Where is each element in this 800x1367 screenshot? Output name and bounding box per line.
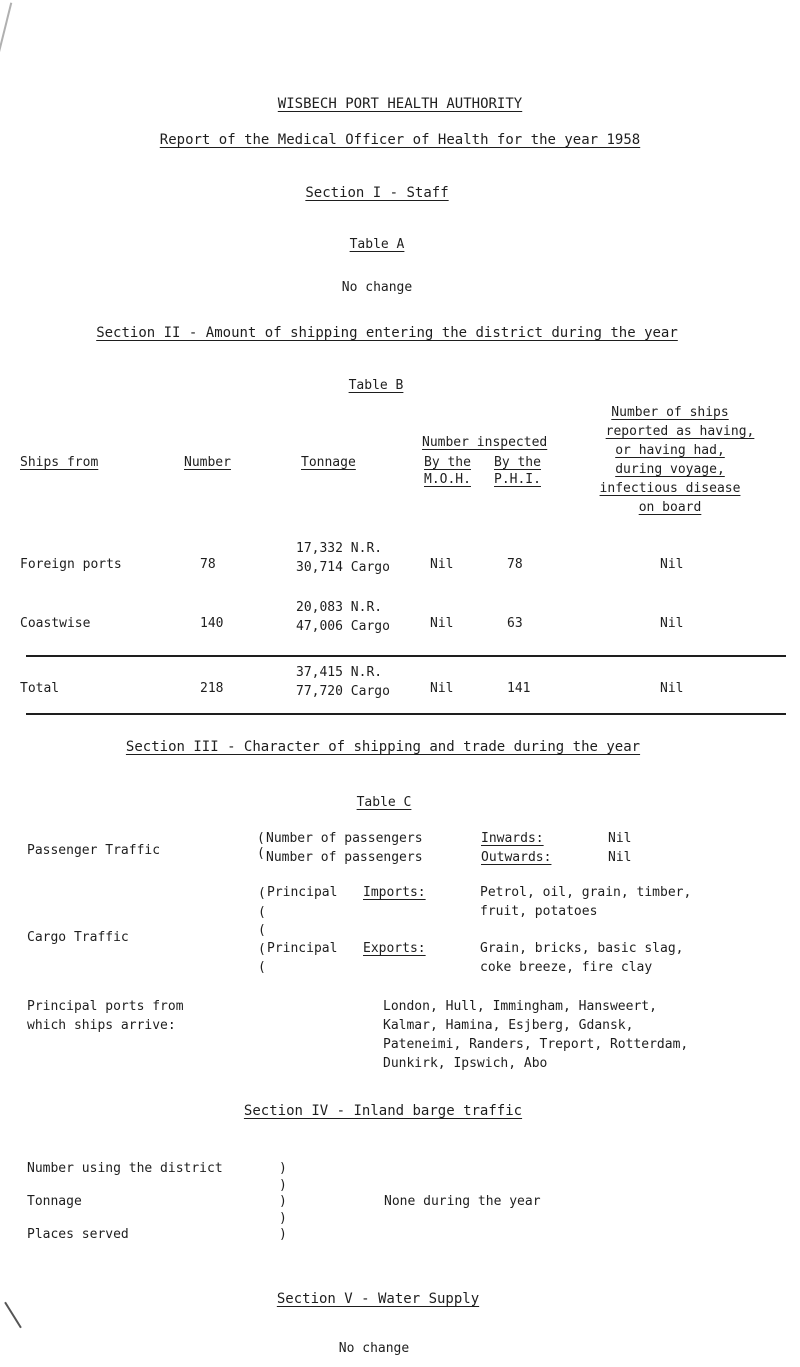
imports-line-1: Petrol, oil, grain, timber,: [480, 885, 692, 900]
imports-label-2: Imports:: [363, 885, 426, 900]
imports-label-1: Principal: [267, 885, 338, 900]
table-row-foreign-infectious: Nil: [660, 557, 684, 572]
scan-mark-bottom: [4, 1302, 22, 1329]
barge-label-tonnage: Tonnage: [27, 1194, 82, 1209]
table-row-foreign-moh: Nil: [430, 557, 454, 572]
section2-title: Section II - Amount of shipping entering the district during the year: [96, 325, 678, 341]
scan-mark-top: [0, 3, 12, 54]
col-by-phi-2: P.H.I.: [494, 472, 541, 487]
col-inspected: Number inspected: [422, 435, 548, 450]
barge-label-places: Places served: [27, 1227, 129, 1242]
table-row-total-tonnage-cargo: 77,720 Cargo: [296, 684, 390, 699]
passengers-out-label: Number of passengers: [266, 850, 423, 865]
ports-line-3: Pateneimi, Randers, Treport, Rotterdam,: [383, 1037, 689, 1052]
exports-label-1: Principal: [267, 941, 338, 956]
total-bottom-rule: [26, 713, 786, 715]
col-infectious-2: reported as having,: [605, 424, 755, 439]
table-row-foreign-from: Foreign ports: [20, 557, 122, 572]
passengers-in-value: Nil: [608, 831, 632, 846]
table-row-total-tonnage-nr: 37,415 N.R.: [296, 665, 383, 680]
total-top-rule: [26, 655, 786, 657]
table-row-coastwise-from: Coastwise: [20, 616, 91, 631]
col-by-phi-1: By the: [494, 455, 541, 470]
passengers-in-direction: Inwards:: [481, 831, 544, 846]
table-row-total-number: 218: [200, 681, 224, 696]
ports-label-2: which ships arrive:: [27, 1018, 176, 1033]
passenger-traffic-label: Passenger Traffic: [27, 843, 161, 858]
table-row-total-phi: 141: [507, 681, 531, 696]
table-row-coastwise-tonnage-nr: 20,083 N.R.: [296, 600, 383, 615]
table-b-title: Table B: [348, 378, 404, 393]
col-by-moh-1: By the: [424, 455, 471, 470]
ports-label-1: Principal ports from: [27, 999, 184, 1014]
table-row-foreign-tonnage-nr: 17,332 N.R.: [296, 541, 383, 556]
passenger-bracket: ( (: [257, 831, 265, 861]
col-infectious-6: on board: [638, 500, 702, 515]
passengers-out-value: Nil: [608, 850, 632, 865]
table-a-title: Table A: [349, 237, 405, 252]
barge-value: None during the year: [384, 1194, 541, 1209]
barge-label-number: Number using the district: [27, 1161, 223, 1176]
cargo-traffic-label: Cargo Traffic: [27, 930, 129, 945]
table-row-coastwise-number: 140: [200, 616, 224, 631]
col-infectious-5: infectious disease: [599, 481, 741, 496]
section3-title: Section III - Character of shipping and trade during the year: [125, 739, 641, 755]
table-row-total-from: Total: [20, 681, 60, 696]
table-row-coastwise-tonnage-cargo: 47,006 Cargo: [296, 619, 390, 634]
exports-line-1: Grain, bricks, basic slag,: [480, 941, 684, 956]
section5-title: Section V - Water Supply: [276, 1291, 480, 1307]
col-number: Number: [184, 455, 231, 470]
report-title: Report of the Medical Officer of Health for the year 1958: [159, 132, 641, 148]
table-row-coastwise-moh: Nil: [430, 616, 454, 631]
col-infectious-1: Number of ships: [611, 405, 729, 420]
ports-line-4: Dunkirk, Ipswich, Abo: [383, 1056, 548, 1071]
passengers-in-label: Number of passengers: [266, 831, 423, 846]
ports-line-1: London, Hull, Immingham, Hansweert,: [383, 999, 657, 1014]
ports-line-2: Kalmar, Hamina, Esjberg, Gdansk,: [383, 1018, 634, 1033]
passengers-out-direction: Outwards:: [481, 850, 552, 865]
table-row-total-infectious: Nil: [660, 681, 684, 696]
col-infectious-3: or having had,: [615, 443, 725, 458]
exports-line-2: coke breeze, fire clay: [480, 960, 653, 975]
table-row-coastwise-phi: 63: [507, 616, 523, 631]
table-row-coastwise-infectious: Nil: [660, 616, 684, 631]
col-infectious-4: during voyage,: [615, 462, 725, 477]
authority-title: WISBECH PORT HEALTH AUTHORITY: [277, 96, 523, 112]
table-c-title: Table C: [356, 795, 412, 810]
barge-bracket: ) ) ) ) ): [279, 1161, 287, 1242]
section1-title: Section I - Staff: [305, 185, 449, 201]
exports-label-2: Exports:: [363, 941, 426, 956]
section4-title: Section IV - Inland barge traffic: [243, 1103, 523, 1119]
table-a-note: No change: [341, 280, 413, 295]
col-by-moh-2: M.O.H.: [424, 472, 471, 487]
table-row-total-moh: Nil: [430, 681, 454, 696]
imports-line-2: fruit, potatoes: [480, 904, 598, 919]
table-row-foreign-tonnage-cargo: 30,714 Cargo: [296, 560, 390, 575]
col-tonnage: Tonnage: [301, 455, 356, 470]
section5-note: No change: [338, 1341, 410, 1356]
cargo-bracket: ( ( ( ( (: [258, 886, 266, 975]
table-row-foreign-number: 78: [200, 557, 216, 572]
col-ships-from: Ships from: [20, 455, 99, 470]
table-row-foreign-phi: 78: [507, 557, 523, 572]
